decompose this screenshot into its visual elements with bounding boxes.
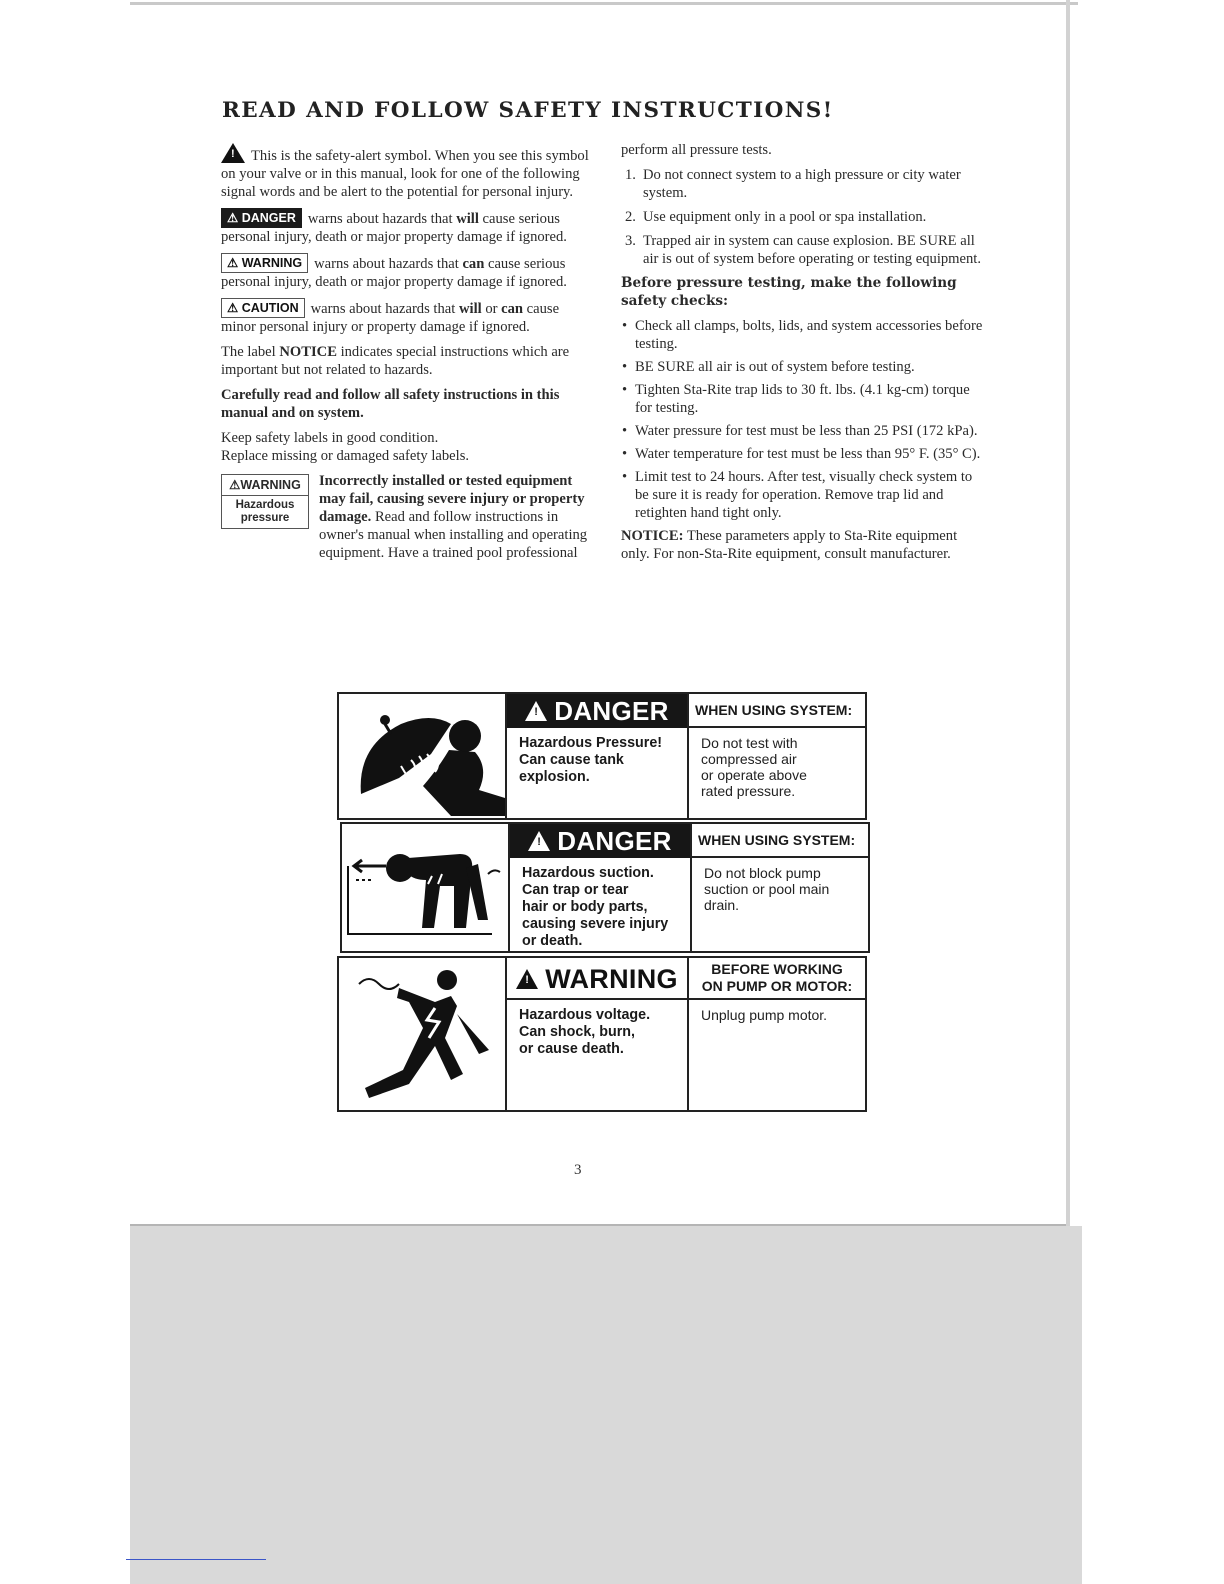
voltage-warning-label bbox=[337, 956, 867, 1112]
hazardous-pressure-box bbox=[221, 474, 309, 529]
carefully-read-instruction: Carefully read and follow all safety instructions in this manual and on system. bbox=[221, 387, 560, 421]
danger-tag: ⚠ DANGER bbox=[221, 208, 302, 228]
pictogram-cell bbox=[339, 958, 507, 1110]
page-right-edge bbox=[1066, 0, 1070, 1232]
instruction-text: Unplug pump motor. bbox=[701, 1007, 828, 1023]
warning-box-header: ⚠WARNING bbox=[222, 475, 308, 496]
right-column bbox=[621, 141, 989, 563]
tank-explosion-icon bbox=[339, 694, 505, 818]
danger-signal-header: !DANGER bbox=[507, 694, 687, 728]
pictogram-cell bbox=[342, 824, 510, 951]
instruction-heading: WHEN USING SYSTEM: bbox=[692, 824, 868, 858]
instruction-heading: WHEN USING SYSTEM: bbox=[689, 694, 865, 728]
notice-paragraph: NOTICE: These parameters apply to Sta-Rite equipment only. For non-Sta-Rite equipment, consult manufacturer. bbox=[621, 528, 958, 562]
list-item: • Water temperature for test must be less than 95° F. (35° C). bbox=[621, 445, 989, 463]
list-item: • Water pressure for test must be less than 25 PSI (172 kPa). bbox=[621, 422, 989, 440]
warning-box-label: Hazardous pressure bbox=[235, 499, 295, 524]
left-column bbox=[221, 143, 591, 562]
danger-definition: ⚠ DANGER warns about hazards that will cause serious personal injury, death or major property damage if ignored. bbox=[221, 208, 591, 246]
safety-alert-icon bbox=[221, 143, 245, 163]
warning-text: Read and follow instructions in owner's manual when installing and operating equipment. Have a trained pool professional bbox=[319, 509, 588, 561]
list-item: • Check all clamps, bolts, lids, and system accessories before testing. bbox=[621, 317, 989, 353]
hazard-text: Hazardous suction. Can trap or tear hair or body parts, causing severe injury or death. bbox=[522, 865, 669, 949]
pictogram-cell bbox=[339, 694, 507, 818]
signal-cell bbox=[510, 824, 692, 951]
list-item: • BE SURE all air is out of system before testing. bbox=[621, 358, 989, 376]
caution-definition: ⚠ CAUTION warns about hazards that will or can cause minor personal injury or property damage if ignored. bbox=[221, 298, 591, 336]
list-item: 1. Do not connect system to a high pressure or city water system. bbox=[625, 167, 961, 201]
caution-tag: ⚠ CAUTION bbox=[221, 298, 305, 318]
signal-cell bbox=[507, 958, 689, 1110]
page-top-edge bbox=[130, 2, 1078, 5]
notice-definition: The label NOTICE indicates special instructions which are important but not related to hazards. bbox=[221, 344, 570, 378]
instruction-cell bbox=[689, 958, 865, 1110]
keep-labels-text: Keep safety labels in good condition. bbox=[221, 430, 439, 446]
warning-triangle-icon bbox=[525, 701, 547, 721]
page-title: READ AND FOLLOW SAFETY INSTRUCTIONS! bbox=[222, 98, 834, 123]
instruction-text: Do not block pump suction or pool main drain. bbox=[704, 865, 830, 913]
replace-labels-text: Replace missing or damaged safety labels. bbox=[221, 448, 470, 464]
safety-alert-paragraph: !This is the safety-alert symbol. When you see this symbol on your valve or in this manual, look for one of the following signal words and be alert to the potential for personal injury. bbox=[221, 143, 591, 201]
list-item: • Tighten Sta-Rite trap lids to 30 ft. lbs. (4.1 kg-cm) torque for testing. bbox=[621, 381, 989, 417]
scan-background bbox=[130, 1226, 1082, 1584]
warning-definition: ⚠ WARNING warns about hazards that can cause serious personal injury, death or major property damage if ignored. bbox=[221, 253, 591, 291]
list-item: 2. Use equipment only in a pool or spa installation. bbox=[625, 209, 927, 225]
hazard-text: Hazardous voltage. Can shock, burn, or cause death. bbox=[519, 1007, 651, 1057]
instruction-cell bbox=[692, 824, 868, 951]
pressure-danger-label bbox=[337, 692, 867, 820]
warning-triangle-icon bbox=[528, 831, 550, 851]
suction-danger-label bbox=[340, 822, 870, 953]
warning-triangle-icon bbox=[516, 969, 538, 989]
signal-cell bbox=[507, 694, 689, 818]
page-number: 3 bbox=[574, 1162, 582, 1178]
continuation-text: perform all pressure tests. bbox=[621, 142, 772, 158]
safety-checks-list bbox=[621, 317, 989, 522]
suction-entrapment-icon bbox=[342, 824, 508, 951]
numbered-list bbox=[621, 166, 989, 268]
link-underline[interactable] bbox=[126, 1559, 266, 1560]
warning-tag: ⚠ WARNING bbox=[221, 253, 308, 273]
list-item: • Limit test to 24 hours. After test, visually check system to be sure it is ready for operation. Remove trap lid and retighten hand tight only. bbox=[621, 468, 989, 522]
warning-bold-text: Incorrectly installed or tested equipment may fail, causing severe injury or property damage. bbox=[319, 473, 585, 525]
instruction-cell bbox=[689, 694, 865, 818]
instruction-text: Do not test with compressed air or operate above rated pressure. bbox=[701, 735, 807, 799]
before-testing-heading: Before pressure testing, make the following safety checks: bbox=[621, 275, 957, 309]
warning-signal-header: !WARNING bbox=[507, 958, 687, 1000]
danger-signal-header: !DANGER bbox=[510, 824, 690, 858]
instruction-heading: BEFORE WORKING ON PUMP OR MOTOR: bbox=[689, 958, 865, 1000]
electric-shock-icon bbox=[339, 958, 505, 1110]
list-item: 3. Trapped air in system can cause explosion. BE SURE all air is out of system before operating or testing equipment. bbox=[625, 233, 982, 267]
hazard-text: Hazardous Pressure! Can cause tank explosion. bbox=[519, 735, 663, 785]
hazardous-pressure-warning bbox=[221, 472, 591, 562]
